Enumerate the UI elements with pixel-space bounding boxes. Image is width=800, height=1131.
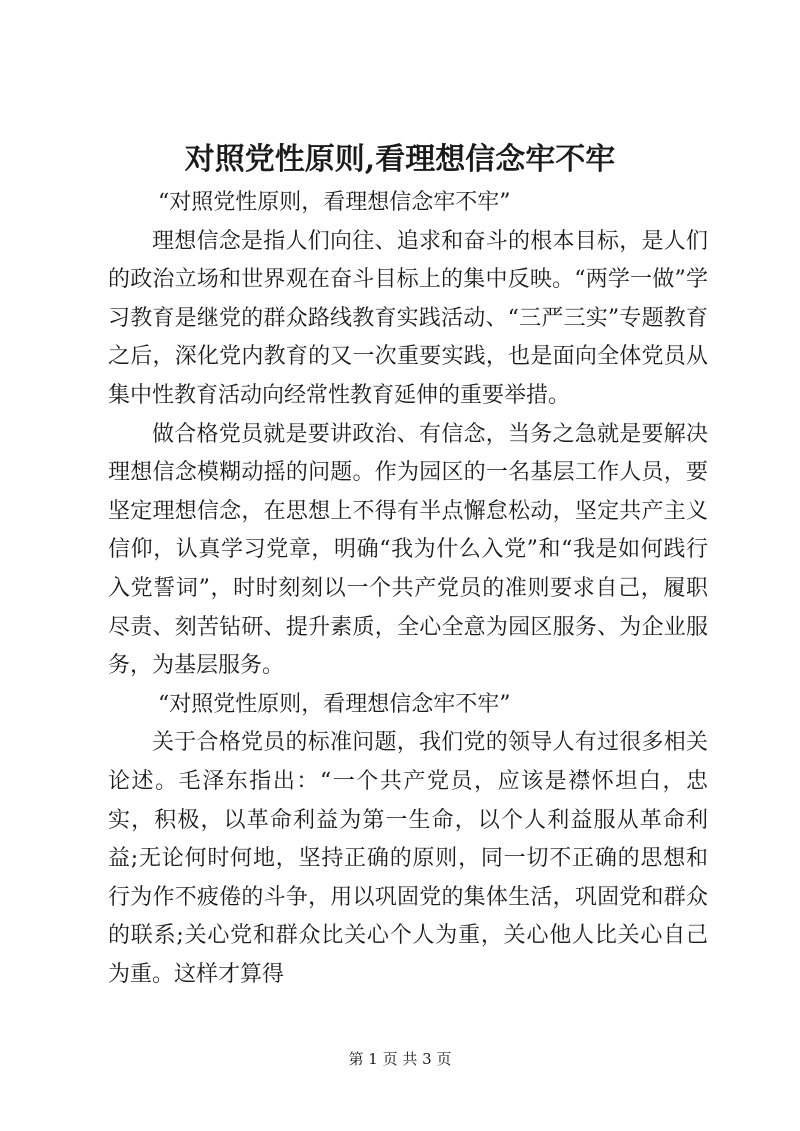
page-number-footer: 第 1 页 共 3 页 [348, 1050, 452, 1068]
paragraph-3: 关于合格党员的标准问题，我们党的领导人有过很多相关论述。毛泽东指出：“一个共产党员，应该是襟怀坦白，忠实，积极，以革命利益为第一生命，以个人利益服从革命利益;无论何时何地，坚持正确的原则，同一切不正确的思想和行为作不疲倦的斗争，用以巩固党的集体生活，巩固党和群众的联系;关心党和群众比关心个人为重，关心他人比关心自己为重。这样才算得 [108, 730, 708, 987]
document-title: 对照党性原则,看理想信念牢不牢 [184, 142, 616, 177]
document-body [108, 184, 708, 994]
paragraph-2: 做合格党员就是要讲政治、有信念，当务之急就是要解决理想信念模糊动摇的问题。作为园区的一名基层工作人员，要坚定理想信念，在思想上不得有半点懈怠松动，坚定共产主义信仰，认真学习党章，明确“我为什么入党”和“我是如何践行入党誓词”，时时刻刻以一个共产党员的准则要求自己，履职尽责、刻苦钻研、提升素质，全心全意为园区服务、为企业服务，为基层服务。 [108, 421, 708, 679]
paragraph-subheading-2: “对照党性原则，看理想信念牢不牢” [158, 691, 511, 717]
paragraph-1: 理想信念是指人们向往、追求和奋斗的根本目标，是人们的政治立场和世界观在奋斗目标上的集中反映。“两学一做”学习教育是继党的群众路线教育实践活动、“三严三实”专题教育之后，深化党内教育的又一次重要实践，也是面向全体党员从集中性教育活动向经常性教育延伸的重要举措。 [108, 228, 708, 408]
paragraph-subheading-1: “对照党性原则，看理想信念牢不牢” [158, 190, 511, 215]
